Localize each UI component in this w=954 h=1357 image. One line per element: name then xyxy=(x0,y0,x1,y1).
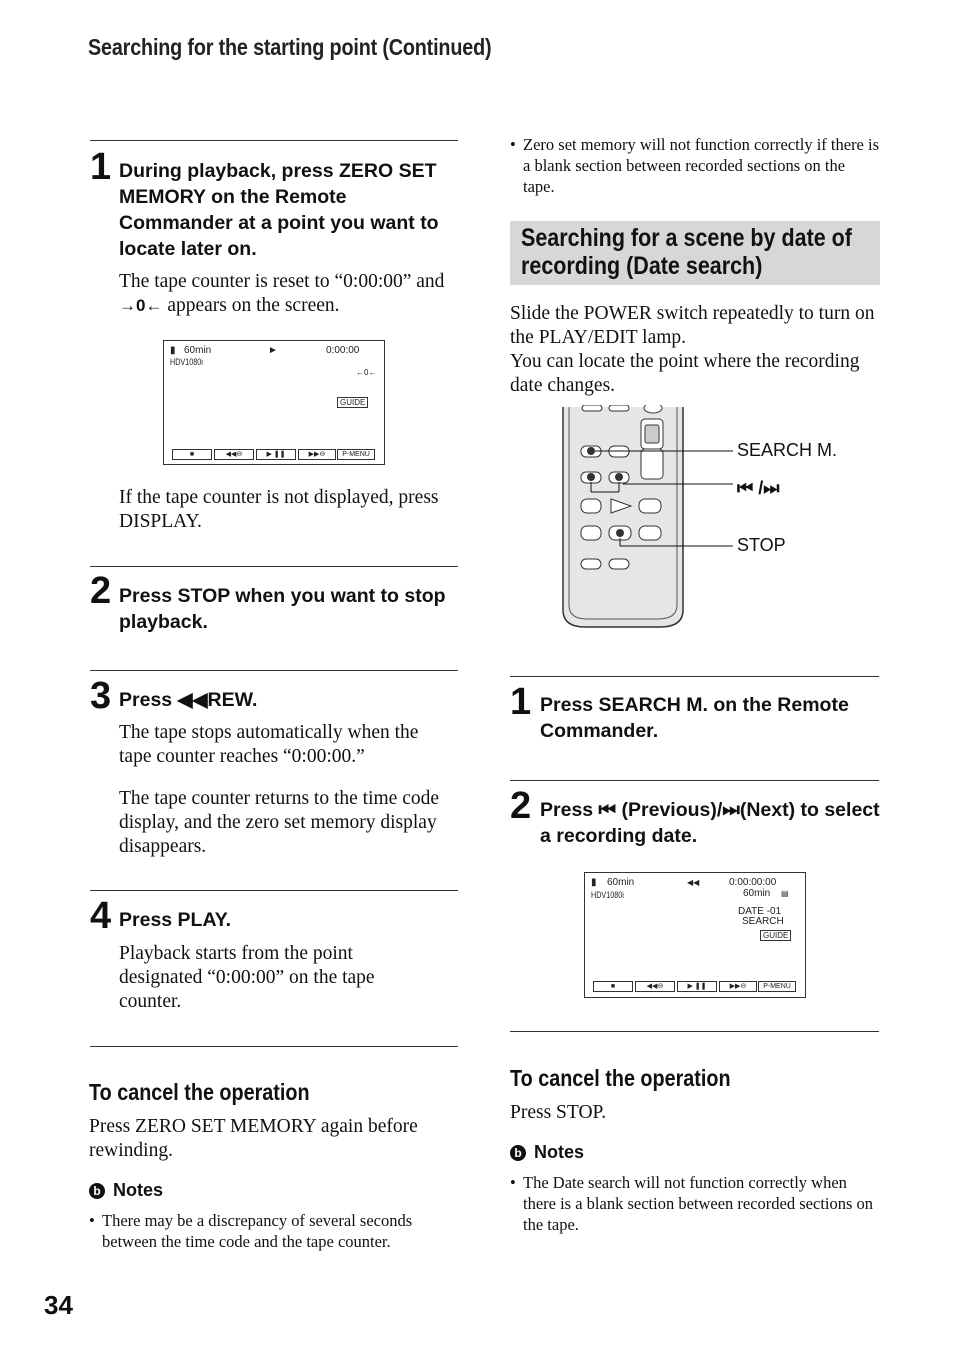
bullet: • xyxy=(510,135,516,154)
rew-control: ◀◀⊖ xyxy=(635,981,675,992)
search-m-dot xyxy=(587,447,595,455)
remote-button xyxy=(581,559,601,569)
bullet: • xyxy=(89,1211,95,1230)
divider xyxy=(510,1031,879,1032)
remote-button xyxy=(639,526,661,540)
tape-icon: ▤ xyxy=(781,889,789,898)
step-number: 4 xyxy=(90,895,112,937)
step-title: Press SEARCH M. on the Remote Commander. xyxy=(540,694,849,742)
step-number: 1 xyxy=(510,681,532,723)
p-menu-button: P-MENU xyxy=(337,449,375,460)
remote-button xyxy=(639,499,661,513)
format-label: HDV1080i xyxy=(170,357,203,367)
remote-button xyxy=(644,405,662,413)
zero-set-indicator: ←0← xyxy=(356,368,377,377)
page-header: Searching for the starting point (Continued) xyxy=(88,34,492,60)
cancel-heading: To cancel the operation xyxy=(510,1065,731,1091)
zoom-lever xyxy=(641,449,663,479)
zero-set-icon: →0← xyxy=(119,296,163,315)
play-pause-control: ▶ ❚❚ xyxy=(677,981,717,992)
divider xyxy=(510,676,879,677)
cancel-heading: To cancel the operation xyxy=(89,1079,310,1105)
notes-heading xyxy=(510,1142,584,1163)
remote-button xyxy=(609,405,629,411)
step-body xyxy=(119,270,459,318)
ff-control: ▶▶⊖ xyxy=(719,981,757,992)
cancel-body: Press STOP. xyxy=(510,1102,607,1123)
tape-remaining: 60min xyxy=(743,888,771,899)
page-number: 34 xyxy=(44,1290,73,1320)
ff-control: ▶▶⊖ xyxy=(298,449,336,460)
step-title: Press ◀◀REW. xyxy=(119,689,258,711)
step-body: Playback starts from the point designated “0:00:00” on the tape counter. xyxy=(119,943,375,1012)
notes-title: Notes xyxy=(534,1142,585,1162)
zoom-lever-inner xyxy=(645,425,659,443)
search-indicator: SEARCH xyxy=(742,916,784,927)
notes-icon: b xyxy=(510,1145,526,1161)
step-number: 1 xyxy=(90,146,112,188)
note-text: There may be a discrepancy of several seconds between the time code and the tape counter. xyxy=(102,1211,413,1251)
stop-control: ■ xyxy=(593,981,633,992)
step-title: Press ⏮ (Previous)/⏭(Next) to select a recording date. xyxy=(540,799,880,847)
notes-icon: b xyxy=(89,1183,105,1199)
p-menu-button: P-MENU xyxy=(758,981,796,992)
step-body: The tape counter returns to the time code display, and the zero set memory display disappears. xyxy=(119,788,439,857)
note-item xyxy=(510,1172,880,1235)
remote-body xyxy=(563,407,683,627)
step-number: 2 xyxy=(90,570,112,612)
guide-button: GUIDE xyxy=(337,397,368,408)
step-number: 3 xyxy=(90,675,112,717)
section-title: Searching for a scene by date of recording (Date search) xyxy=(521,224,852,280)
section-intro: Slide the POWER switch repeatedly to turn on the PLAY/EDIT lamp. You can locate the point where the recording date changes. xyxy=(510,303,875,396)
battery-remaining: 60min xyxy=(184,345,212,356)
battery-icon: ▮ xyxy=(170,345,176,356)
rew-control: ◀◀⊖ xyxy=(214,449,254,460)
cancel-body: Press ZERO SET MEMORY again before rewinding. xyxy=(89,1116,418,1161)
remote-button xyxy=(581,499,601,513)
divider xyxy=(90,140,458,141)
format-label: HDV1080i xyxy=(591,890,624,900)
notes-heading xyxy=(89,1180,163,1201)
guide-button: GUIDE xyxy=(760,930,791,941)
note-text: Zero set memory will not function correctly if there is a blank section between recorded sections on the tape. xyxy=(523,135,880,196)
step-title: Press PLAY. xyxy=(119,909,232,931)
battery-remaining: 60min xyxy=(607,877,635,888)
step-title: During playback, press ZERO SET MEMORY on the Remote Commander at a point you want to locate later on. xyxy=(119,160,439,260)
note-item xyxy=(510,134,880,197)
divider xyxy=(90,1046,458,1047)
tape-counter: 0:00:00 xyxy=(326,345,360,356)
lcd-screen-zero-set xyxy=(163,340,385,465)
bullet: • xyxy=(510,1173,516,1192)
battery-icon: ▮ xyxy=(591,877,597,888)
stop-dot xyxy=(616,529,624,537)
divider xyxy=(90,566,458,567)
play-pause-control: ▶ ❚❚ xyxy=(256,449,296,460)
date-indicator: DATE -01 xyxy=(738,906,782,917)
prev-dot xyxy=(587,473,595,481)
divider xyxy=(90,890,458,891)
stop-control: ■ xyxy=(172,449,212,460)
stop-label: STOP xyxy=(737,535,786,555)
divider xyxy=(90,670,458,671)
step-body-text: appears on the screen. xyxy=(167,295,340,316)
play-icon: ► xyxy=(268,345,278,356)
note-item xyxy=(89,1210,459,1252)
step-body: The tape stops automatically when the tape counter reaches “0:00:00.” xyxy=(119,722,419,767)
note-text: The Date search will not function correctly when there is a blank section between recorded sections on the tape. xyxy=(523,1173,874,1234)
lcd-screen-date-search xyxy=(584,872,806,998)
rewind-icon: ◀◀ xyxy=(687,878,700,887)
divider xyxy=(510,780,879,781)
remote-button xyxy=(609,559,629,569)
search-m-label: SEARCH M. xyxy=(737,440,838,460)
notes-title: Notes xyxy=(113,1180,164,1200)
step-body-text: The tape counter is reset to “0:00:00” and xyxy=(119,271,445,292)
step-number: 2 xyxy=(510,785,532,827)
step-note: If the tape counter is not displayed, press DISPLAY. xyxy=(119,487,439,532)
remote-button xyxy=(582,405,602,411)
next-dot xyxy=(615,473,623,481)
skip-label: ⏮ /⏭ xyxy=(737,478,780,498)
step-title: Press STOP when you want to stop playback. xyxy=(119,585,446,633)
remote-button xyxy=(581,526,601,540)
time-code: 0:00:00:00 xyxy=(729,877,777,888)
